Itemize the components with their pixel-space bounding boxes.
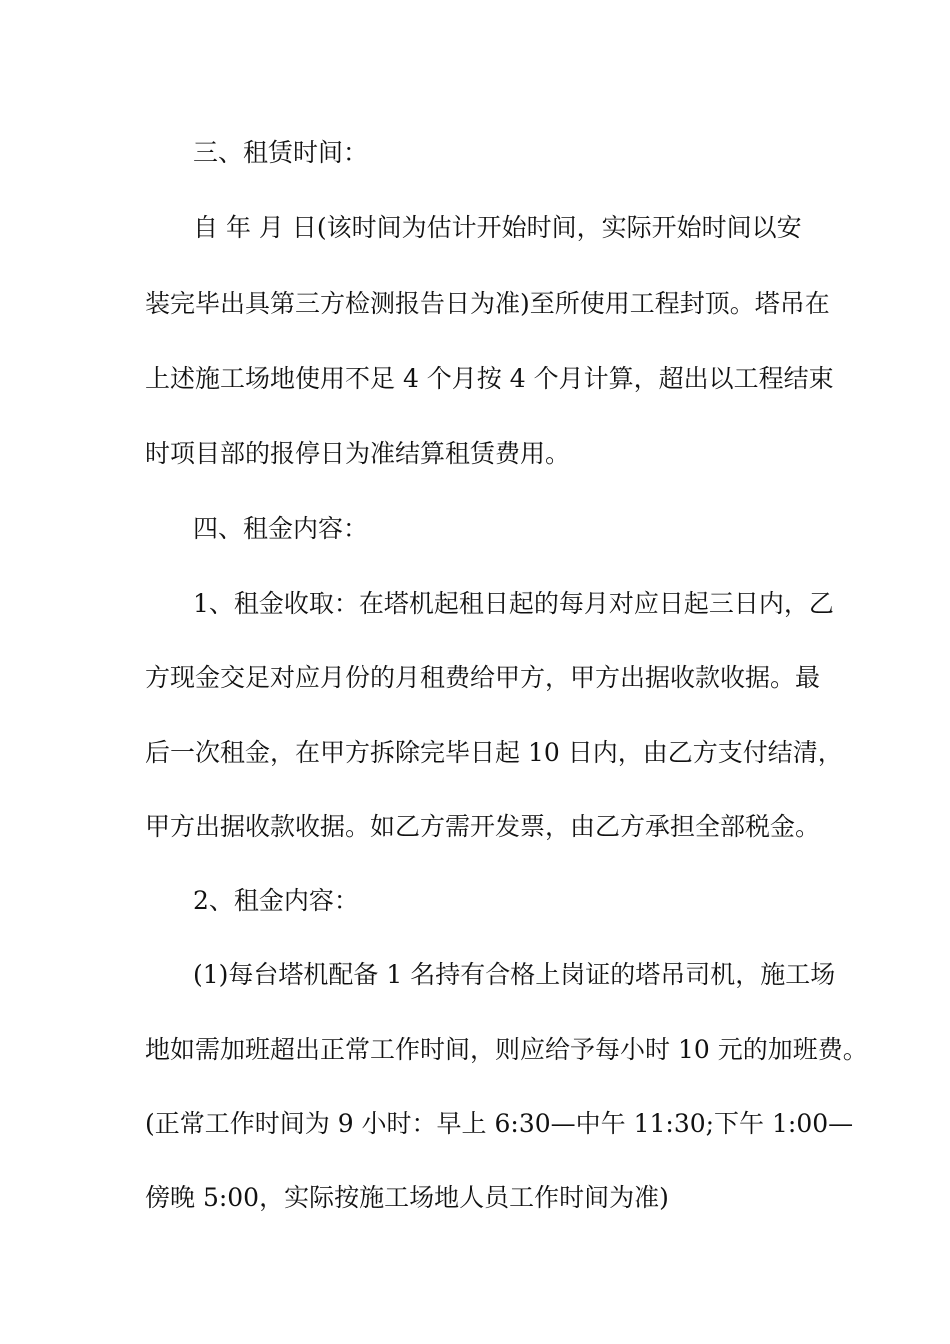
section-heading-lease-period: 三、租赁时间： — [193, 138, 369, 167]
paragraph-line: (1)每台塔机配备 1 名持有合格上岗证的塔吊司机，施工场 — [193, 960, 836, 989]
paragraph-line: 甲方出据收款收据。如乙方需开发票，由乙方承担全部税金。 — [145, 812, 821, 841]
paragraph-line: 装完毕出具第三方检测报告日为准)至所使用工程封顶。塔吊在 — [145, 289, 830, 318]
paragraph-line: (正常工作时间为 9 小时：早上 6:30—中午 11:30;下午 1:00— — [145, 1109, 854, 1138]
subsection-heading: 2、租金内容： — [193, 886, 359, 915]
paragraph-line: 1、租金收取：在塔机起租日起的每月对应日起三日内，乙 — [193, 589, 834, 618]
paragraph-line: 后一次租金，在甲方拆除完毕日起 10 日内，由乙方支付结清， — [145, 738, 843, 767]
paragraph-line: 自 年 月 日(该时间为估计开始时间，实际开始时间以安 — [193, 213, 802, 242]
paragraph-line: 时项目部的报停日为准结算租赁费用。 — [145, 439, 571, 468]
paragraph-line: 方现金交足对应月份的月租费给甲方，甲方出据收款收据。最 — [145, 663, 821, 692]
paragraph-line: 地如需加班超出正常工作时间，则应给予每小时 10 元的加班费。 — [145, 1035, 868, 1064]
section-heading-rent-content: 四、租金内容： — [193, 514, 369, 543]
paragraph-line: 傍晚 5:00，实际按施工场地人员工作时间为准) — [145, 1183, 669, 1212]
paragraph-line: 上述施工场地使用不足 4 个月按 4 个月计算，超出以工程结束 — [145, 364, 834, 393]
